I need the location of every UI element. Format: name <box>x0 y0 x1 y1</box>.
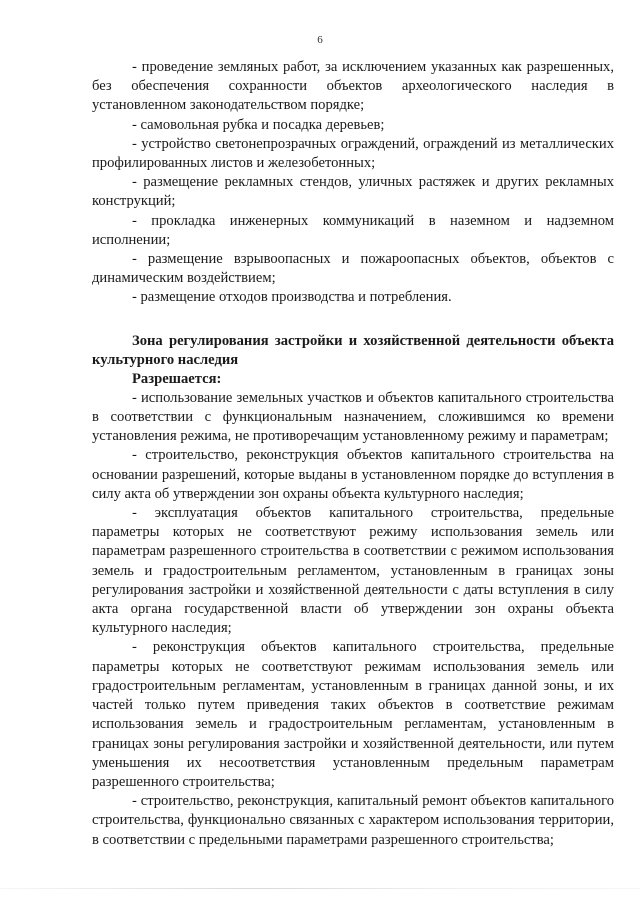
restriction-item-1: - проведение земляных работ, за исключением указанных как разрешенных, без обеспечения сохранности объектов археологического наследия в установленном законодательством порядке; <box>92 59 614 114</box>
restriction-item-4: - размещение рекламных стендов, уличных растяжек и других рекламных конструкций; <box>92 174 614 210</box>
restriction-item-2: - самовольная рубка и посадка деревьев; <box>132 116 385 133</box>
restriction-item-3: - устройство светонепрозрачных ограждений, ограждений из металлических профилированных листов и железобетонных; <box>92 135 614 172</box>
allowed-item-2: - строительство, реконструкция объектов капитального строительства на основании разрешений, которые выданы в установленном порядке до вступления в силу акта об утверждении зон охраны объекта культурного наследия; <box>92 447 614 502</box>
allowed-label: Разрешается: <box>132 370 222 387</box>
allowed-item-5: - строительство, реконструкция, капитальный ремонт объектов капитального строительства, функционально связанных с характером использования территории, в соответствии с предельными параметрами разрешенного строительства; <box>92 793 614 848</box>
page-content <box>92 58 614 850</box>
scan-edge-line <box>0 888 640 889</box>
zone-section-title: Зона регулирования застройки и хозяйственной деятельности объекта культурного наследия <box>92 332 614 368</box>
page-number: 6 <box>317 34 323 46</box>
allowed-item-4: - реконструкция объектов капитального строительства, предельные параметры которых не соответствуют режимам использования земель или градостроительным регламентам, установленным в границах данной зоны, и их частей только путем приведения таких объектов в соответствие режимам использования земель и градостроительным регламентам, установленным в границах зоны регулирования застройки и хозяйственной деятельности, или путем уменьшения их несоответствия установленным предельным параметрам разрешенного строительства; <box>92 639 614 790</box>
restriction-item-5: - прокладка инженерных коммуникаций в наземном и надземном исполнении; <box>92 212 614 248</box>
restriction-item-6: - размещение взрывоопасных и пожароопасных объектов, объектов с динамическим воздействием; <box>92 251 614 287</box>
allowed-item-3: - эксплуатация объектов капитального строительства, предельные параметры которых не соответствуют режиму использования земель или параметрам разрешенного строительства в соответствии с режимом использования земель и градостроительным регламентом, установленным в границах зоны регулирования застройки и хозяйственной деятельности с даты вступления в силу акта органа государственной власти об утверждении зон охраны объекта культурного наследия; <box>92 505 614 637</box>
restriction-item-7: - размещение отходов производства и потребления. <box>132 289 452 306</box>
allowed-item-1: - использование земельных участков и объектов капитального строительства в соответствии с функциональным назначением, сложившимся ко времени установления режима, не противоречащим установленному режиму и параметрам; <box>92 389 614 445</box>
